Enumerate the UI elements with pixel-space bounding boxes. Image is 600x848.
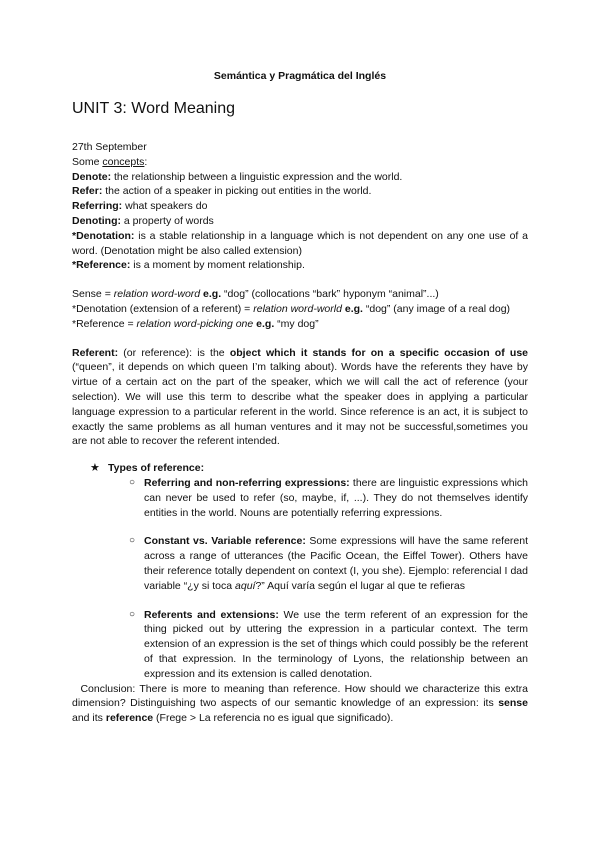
unit-title: UNIT 3: Word Meaning	[72, 100, 236, 117]
circle-bullet-icon: ○	[129, 608, 136, 620]
reference-line: *Reference = relation word-picking one e.g. “my dog”	[72, 317, 319, 330]
conclusion-paragraph: Conclusion: There is more to meaning than reference. How should we characterize this extra dimension? Distinguishing two aspects of our semantic knowledge of an expression: its sense and its reference (Frege > La referencia no es igual que significado).	[72, 682, 531, 725]
definition-denoting: Denoting: a property of words	[72, 214, 214, 227]
star-bullet-icon: ★	[90, 462, 100, 475]
list-item-referring-expressions: ○ Referring and non-referring expressions: there are linguistic expressions which can never be used to refer (so, maybe, if, ...). They do not themselves identify entities in the world. Nouns are potentially referring expressions.	[129, 476, 528, 519]
circle-bullet-icon: ○	[129, 535, 136, 547]
definition-denote: Denote: the relationship between a linguistic expression and the world.	[72, 170, 403, 183]
sense-line: Sense = relation word-word e.g. “dog” (collocations “bark” hyponym “animal”...)	[72, 288, 439, 301]
concepts-intro: Some concepts:	[72, 155, 148, 168]
denotation-line: *Denotation (extension of a referent) = relation word-world e.g. “dog” (any image of a real dog)	[72, 302, 511, 315]
concepts-underlined: concepts	[102, 155, 145, 168]
course-title: Semántica y Pragmática del Inglés	[213, 70, 387, 82]
definition-denotation: *Denotation: is a stable relationship in a language which is not dependent on any one use of a word. (Denotation might be also called extension)	[72, 229, 528, 257]
date-line: 27th September	[72, 141, 147, 153]
circle-bullet-icon: ○	[129, 476, 136, 488]
types-of-reference-heading: ★ Types of reference:	[90, 462, 205, 475]
definition-reference: *Reference: is a moment by moment relationship.	[72, 259, 305, 272]
list-item-constant-variable: ○ Constant vs. Variable reference: Some expressions will have the same referent across a range of utterances (the Pacific Ocean, the Eiffel Tower). Others have their reference totally dependent on context (I, you she). Ejemplo: referencial I dad variable “¿y si toca aquí?” Aquí varía según el lugar al que te refieras	[129, 535, 528, 592]
document-body	[72, 140, 531, 726]
referent-paragraph: Referent: (or reference): is the object which it stands for on a specific occasion of use (“queen”, it depends on which queen I’m talking about). Words have the referents they have by virtue of a certain act on the part of the speaker, which we will call the act of reference (your selection). We will use this term to describe what the speaker does in applying a particular language expression to a particular referent in the world. Since reference is an act, it is subject to exactly the same problems as all human ventures and it may not be successful,sometimes you are not able to recover the referent intended.	[72, 346, 529, 448]
list-item-referents-extensions: ○ Referents and extensions: We use the term referent of an expression for the thing picked out by uttering the expression in a particular context. The term extension of an expression is the set of things which could possibly be the referent of that expression. In the terminology of Lyons, the relationship between an expression and its extension is called denotation.	[129, 608, 528, 680]
definition-referring: Referring: what speakers do	[72, 200, 208, 213]
definition-refer: Refer: the action of a speaker in picking out entities in the world.	[72, 185, 372, 198]
